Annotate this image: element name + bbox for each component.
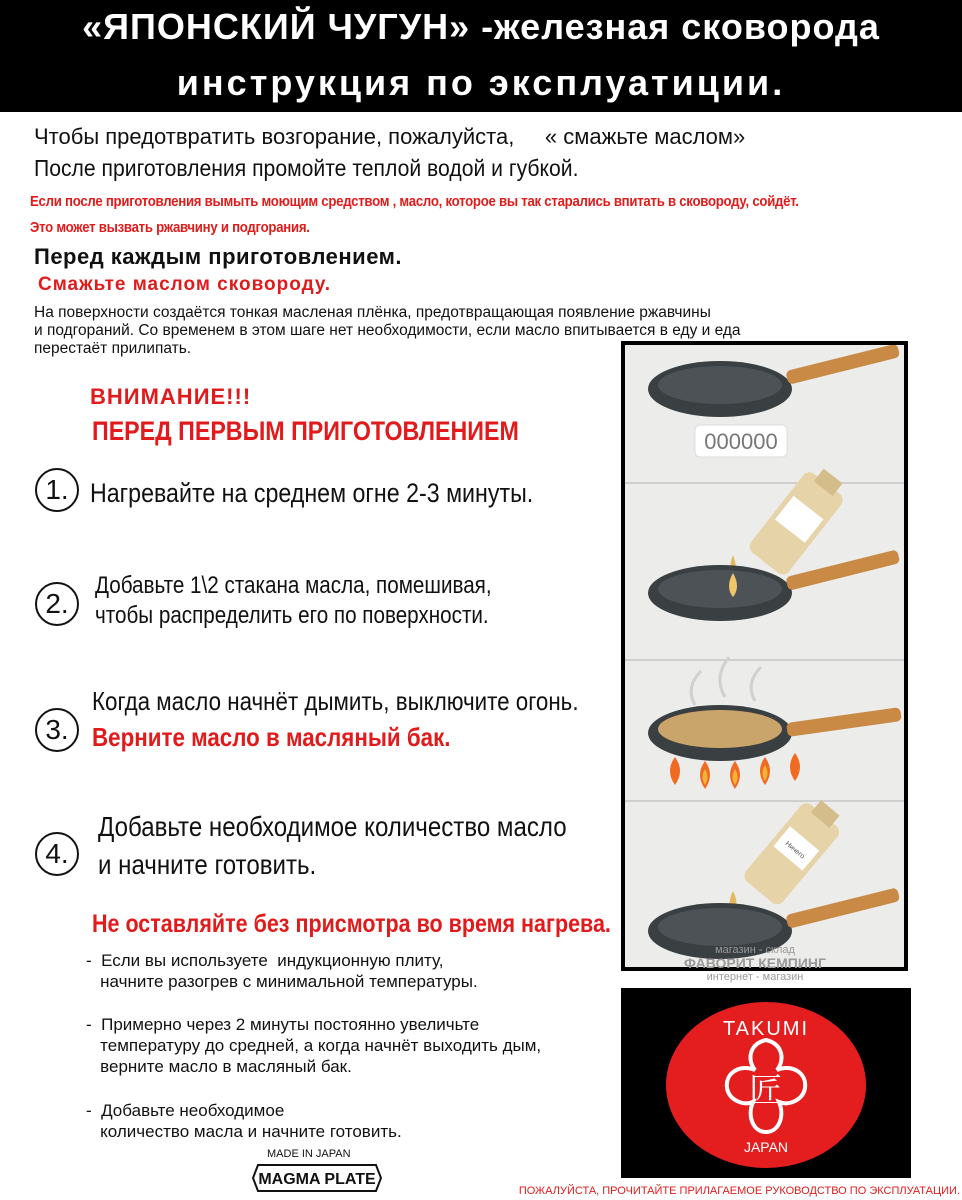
watermark <box>680 944 830 983</box>
before-cooking-desc-1: На поверхности создаётся тонкая масленая плёнка, предотвращающая появление ржавчины <box>34 304 711 321</box>
takumi-logo-box <box>621 988 911 1178</box>
title-line-2: инструкция по эксплуатиции. <box>176 62 786 103</box>
watermark-line-3: интернет - магазин <box>706 971 804 983</box>
intro-line-1: Чтобы предотвратить возгорание, пожалуйста, « смажьте маслом» <box>34 124 746 149</box>
first-cooking-heading: ПЕРЕД ПЕРВЫМ ПРИГОТОВЛЕНИЕМ <box>92 416 519 446</box>
logo-kanji: 匠 <box>749 1071 783 1111</box>
note-add-oil: - Добавьте необходимое количество масла и начните готовить. <box>86 1101 402 1141</box>
price-tag: 000000 <box>704 429 778 454</box>
takumi-logo <box>621 988 911 1178</box>
attention-heading: ВНИМАНИЕ!!! <box>90 384 252 409</box>
detergent-warning-1: Если после приготовления вымыть моющим средством , масло, которое вы так старались впитать в сковороду, сойдёт. <box>30 193 799 210</box>
step-3-number: 3. <box>35 708 79 752</box>
instruction-illustration <box>621 341 908 971</box>
header-banner <box>0 0 962 112</box>
magma-plate-logo <box>252 1164 382 1192</box>
detergent-warning-2: Это может вызвать ржавчину и подгорания. <box>30 219 310 236</box>
step-1-number: 1. <box>35 468 79 512</box>
step-4-line-2: и начните готовить. <box>98 849 317 880</box>
title-line-1: «ЯПОНСКИЙ ЧУГУН» -железная сковорода <box>82 6 880 47</box>
step-4-number: 4. <box>35 832 79 876</box>
note-induction: - Если вы используете индукционную плиту, начните разогрев с минимальной температуры. <box>86 951 478 991</box>
step-3-line-1: Когда масло начнёт дымить, выключите огонь. <box>92 686 579 716</box>
watermark-line-1: магазин - склад <box>715 944 795 956</box>
step-3-line-2: Верните масло в масляный бак. <box>92 722 451 752</box>
before-cooking-desc-2: и подгораний. Со временем в этом шаге нет необходимости, если масло впитывается в еду и еда <box>34 322 741 339</box>
logo-top-text: TAKUMI <box>722 1018 810 1040</box>
brand-name: MAGMA PLATE <box>258 1171 376 1188</box>
watermark-line-2: ФАВОРИТ КЕМПИНГ <box>684 955 826 971</box>
step-2-number: 2. <box>35 582 79 626</box>
before-cooking-title: Перед каждым приготовлением. <box>34 244 403 269</box>
step-1-text: Нагревайте на среднем огне 2-3 минуты. <box>90 478 534 508</box>
unattended-warning: Не оставляйте без присмотра во время нагрева. <box>92 910 611 938</box>
made-in-japan-label: MADE IN JAPAN <box>267 1148 351 1160</box>
note-temperature: - Примерно через 2 минуты постоянно увеличьте температуру до средней, а когда начнёт выходить дым, верните масло в масляный бак. <box>86 1015 542 1076</box>
before-cooking-subtitle: Смажьте маслом сковороду. <box>38 274 332 295</box>
pan-steps-svg <box>625 345 904 967</box>
bottle-label: Ничего <box>783 840 806 861</box>
step-2-line-1: Добавьте 1\2 стакана масла, помешивая, <box>95 572 492 599</box>
step-4-line-1: Добавьте необходимое количество масло <box>98 811 567 842</box>
step-2-line-2: чтобы распределить его по поверхности. <box>95 602 489 629</box>
footer-note: ПОЖАЛУЙСТА, ПРОЧИТАЙТЕ ПРИЛАГАЕМОЕ РУКОВОДСТВО ПО ЭКСПЛУАТАЦИИ. <box>518 1185 960 1197</box>
logo-bottom-text: JAPAN <box>743 1139 789 1155</box>
before-cooking-desc-3: перестаёт прилипать. <box>34 340 192 357</box>
intro-line-2: После приготовления промойте теплой водой и губкой. <box>34 155 579 181</box>
